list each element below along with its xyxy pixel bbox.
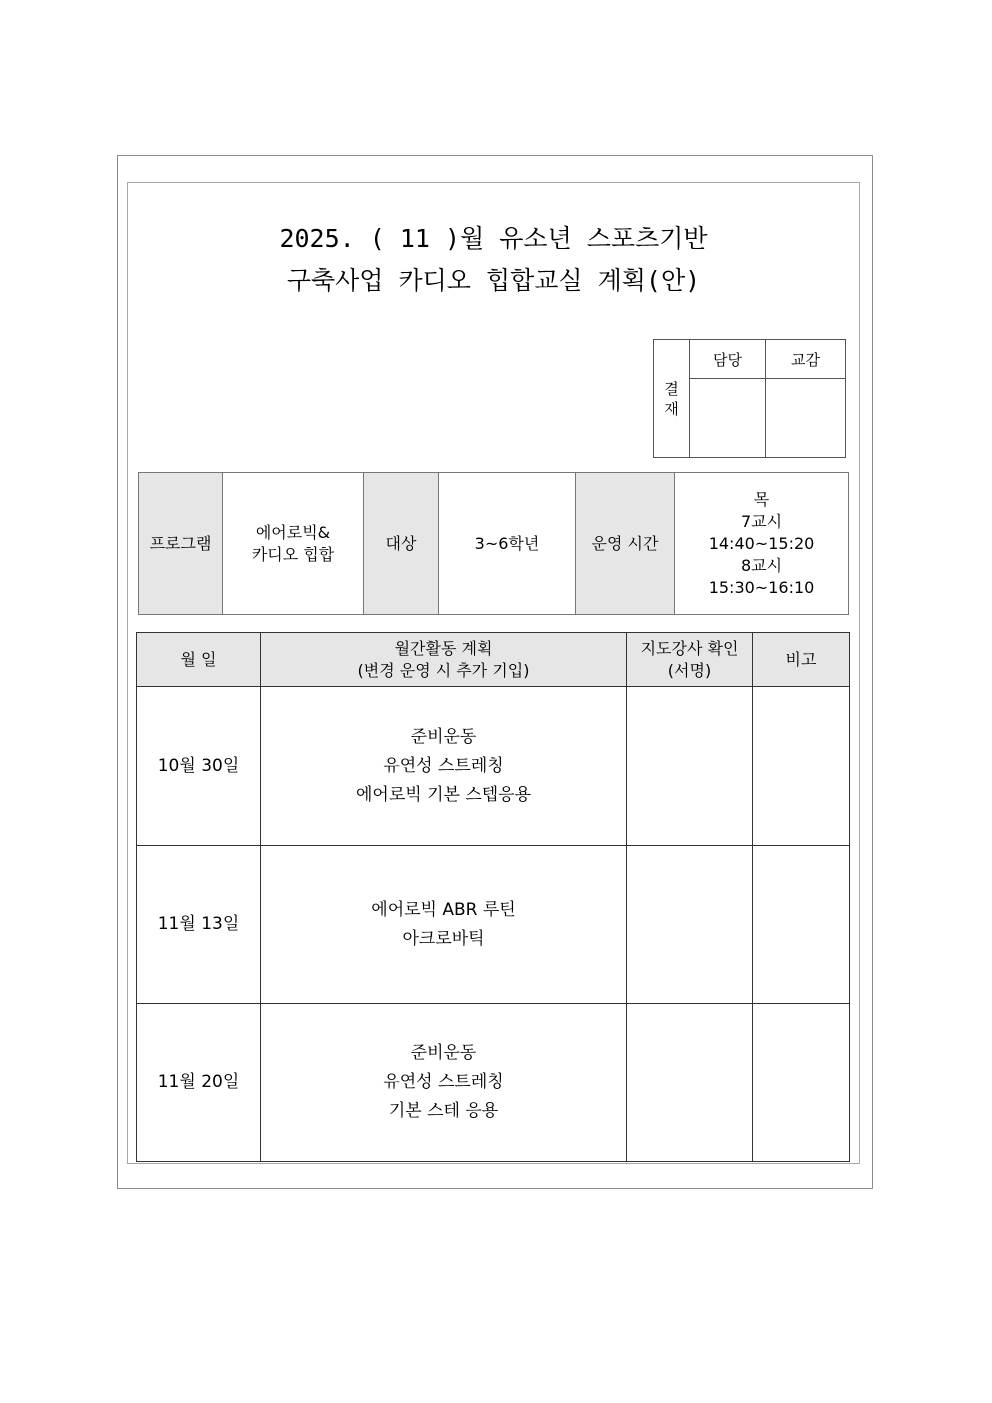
target-value: 3~6학년 <box>439 473 576 615</box>
time-line-period-7: 7교시 <box>740 511 783 531</box>
header-activity-line-2: (변경 운영 시 추가 기입) <box>357 660 530 680</box>
row-note[interactable] <box>753 1004 850 1162</box>
activity-line: 에어로빅 기본 스텝응용 <box>355 784 532 805</box>
approval-sign-vice-principal[interactable] <box>766 379 846 458</box>
row-activities <box>261 687 627 846</box>
approval-table <box>653 339 846 458</box>
activity-line: 유연성 스트레칭 <box>383 1072 504 1092</box>
row-instructor-sign[interactable] <box>627 687 753 846</box>
title-line-1: 2025. ( 11 )월 유소년 스포츠기반 <box>279 224 708 253</box>
row-instructor-sign[interactable] <box>627 1004 753 1162</box>
header-activity-line-1: 월간활동 계획 <box>394 638 493 658</box>
time-line-period-8-time: 15:30~16:10 <box>708 577 815 597</box>
time-line-day: 목 <box>753 489 770 509</box>
row-instructor-sign[interactable] <box>627 846 753 1004</box>
row-date: 11월 13일 <box>137 846 261 1004</box>
header-sign-line-2: (서명) <box>667 660 712 680</box>
monthly-plan-table <box>136 632 850 1162</box>
time-label: 운영 시간 <box>576 473 675 615</box>
title-line-2: 구축사업 카디오 힙합교실 계획(안) <box>286 266 701 295</box>
table-row <box>137 687 850 846</box>
program-info-table <box>138 472 849 615</box>
time-line-period-8: 8교시 <box>740 555 783 575</box>
activity-line: 유연성 스트레칭 <box>383 755 504 776</box>
row-activities <box>261 846 627 1004</box>
header-activity <box>261 633 627 687</box>
time-line-period-7-time: 14:40~15:20 <box>708 533 815 553</box>
document-title <box>127 218 860 302</box>
activity-line: 기본 스테 응용 <box>388 1101 499 1121</box>
program-value-line-2: 카디오 힙합 <box>251 544 335 564</box>
time-value <box>675 473 849 615</box>
row-date: 10월 30일 <box>137 687 261 846</box>
activity-line: 에어로빅 ABR 루틴 <box>371 900 516 920</box>
program-label: 프로그램 <box>139 473 223 615</box>
row-activities <box>261 1004 627 1162</box>
activity-line: 준비운동 <box>410 726 477 747</box>
table-row <box>137 1004 850 1162</box>
row-note[interactable] <box>753 687 850 846</box>
target-label: 대상 <box>364 473 439 615</box>
approval-side-label <box>654 340 690 458</box>
program-value-line-1: 에어로빅& <box>255 522 331 542</box>
activity-line: 아크로바틱 <box>402 929 485 949</box>
row-note[interactable] <box>753 846 850 1004</box>
header-date: 월 일 <box>137 633 261 687</box>
header-note: 비고 <box>753 633 850 687</box>
approval-side-label-2: 재 <box>664 399 679 418</box>
table-row <box>137 846 850 1004</box>
header-instructor-sign <box>627 633 753 687</box>
row-date: 11월 20일 <box>137 1004 261 1162</box>
approval-side-label-1: 결 <box>664 379 679 398</box>
header-sign-line-1: 지도강사 확인 <box>640 638 739 658</box>
activity-line: 준비운동 <box>410 1043 477 1063</box>
approval-col-vice-principal: 교감 <box>766 340 846 379</box>
approval-col-manager: 담당 <box>690 340 766 379</box>
program-value <box>223 473 364 615</box>
approval-sign-manager[interactable] <box>690 379 766 458</box>
